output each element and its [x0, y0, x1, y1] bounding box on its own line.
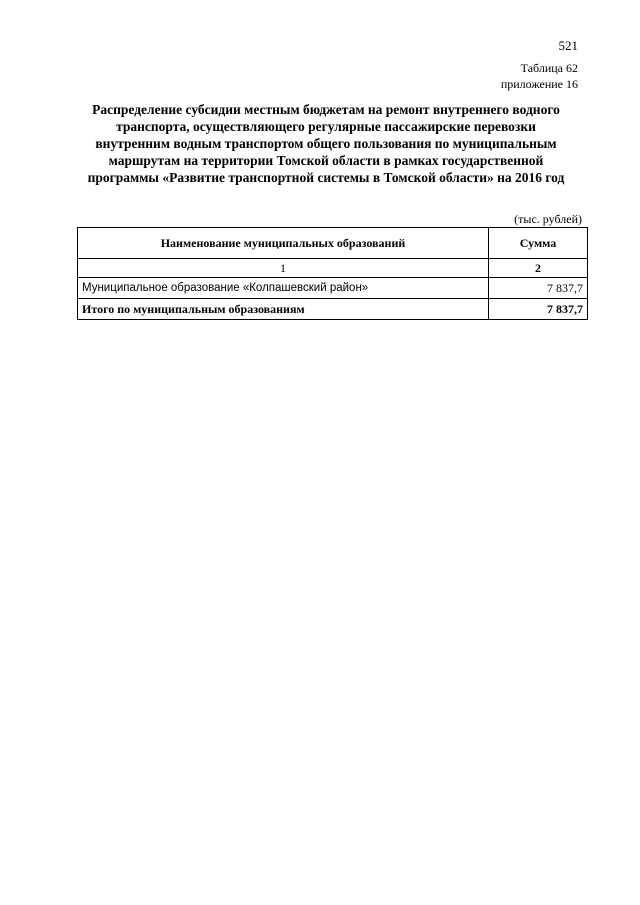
table-header-row	[78, 228, 588, 259]
header-name: Наименование муниципальных образований	[78, 228, 489, 259]
appendix-label: приложение 16	[500, 77, 578, 91]
column-number-2: 2	[489, 259, 588, 278]
row-sum: 7 837,7	[489, 278, 588, 299]
units-note: (тыс. рублей)	[514, 212, 582, 226]
table-row	[78, 278, 588, 299]
header-sum: Сумма	[489, 228, 588, 259]
total-row	[78, 299, 588, 320]
title-line: Распределение субсидии местным бюджетам на ремонт внутреннего водного	[92, 102, 560, 117]
page-number: 521	[558, 38, 578, 53]
title-line: маршрутам на территории Томской области в рамках государственной	[108, 153, 544, 168]
title-line: внутренним водным транспортом общего пользования по муниципальным	[95, 136, 557, 151]
total-name: Итого по муниципальным образованиям	[78, 299, 489, 320]
column-number-row	[78, 259, 588, 278]
title-line: программы «Развитие транспортной системы в Томской области» на 2016 год	[87, 170, 565, 185]
column-number-1: 1	[78, 259, 489, 278]
row-name: Муниципальное образование «Колпашевский район»	[78, 278, 489, 299]
table-reference	[501, 60, 578, 92]
document-title	[66, 101, 586, 186]
title-line: транспорта, осуществляющего регулярные пассажирские перевозки	[116, 119, 536, 134]
subsidy-table	[77, 227, 588, 320]
table-label: Таблица 62	[520, 61, 578, 75]
total-sum: 7 837,7	[489, 299, 588, 320]
